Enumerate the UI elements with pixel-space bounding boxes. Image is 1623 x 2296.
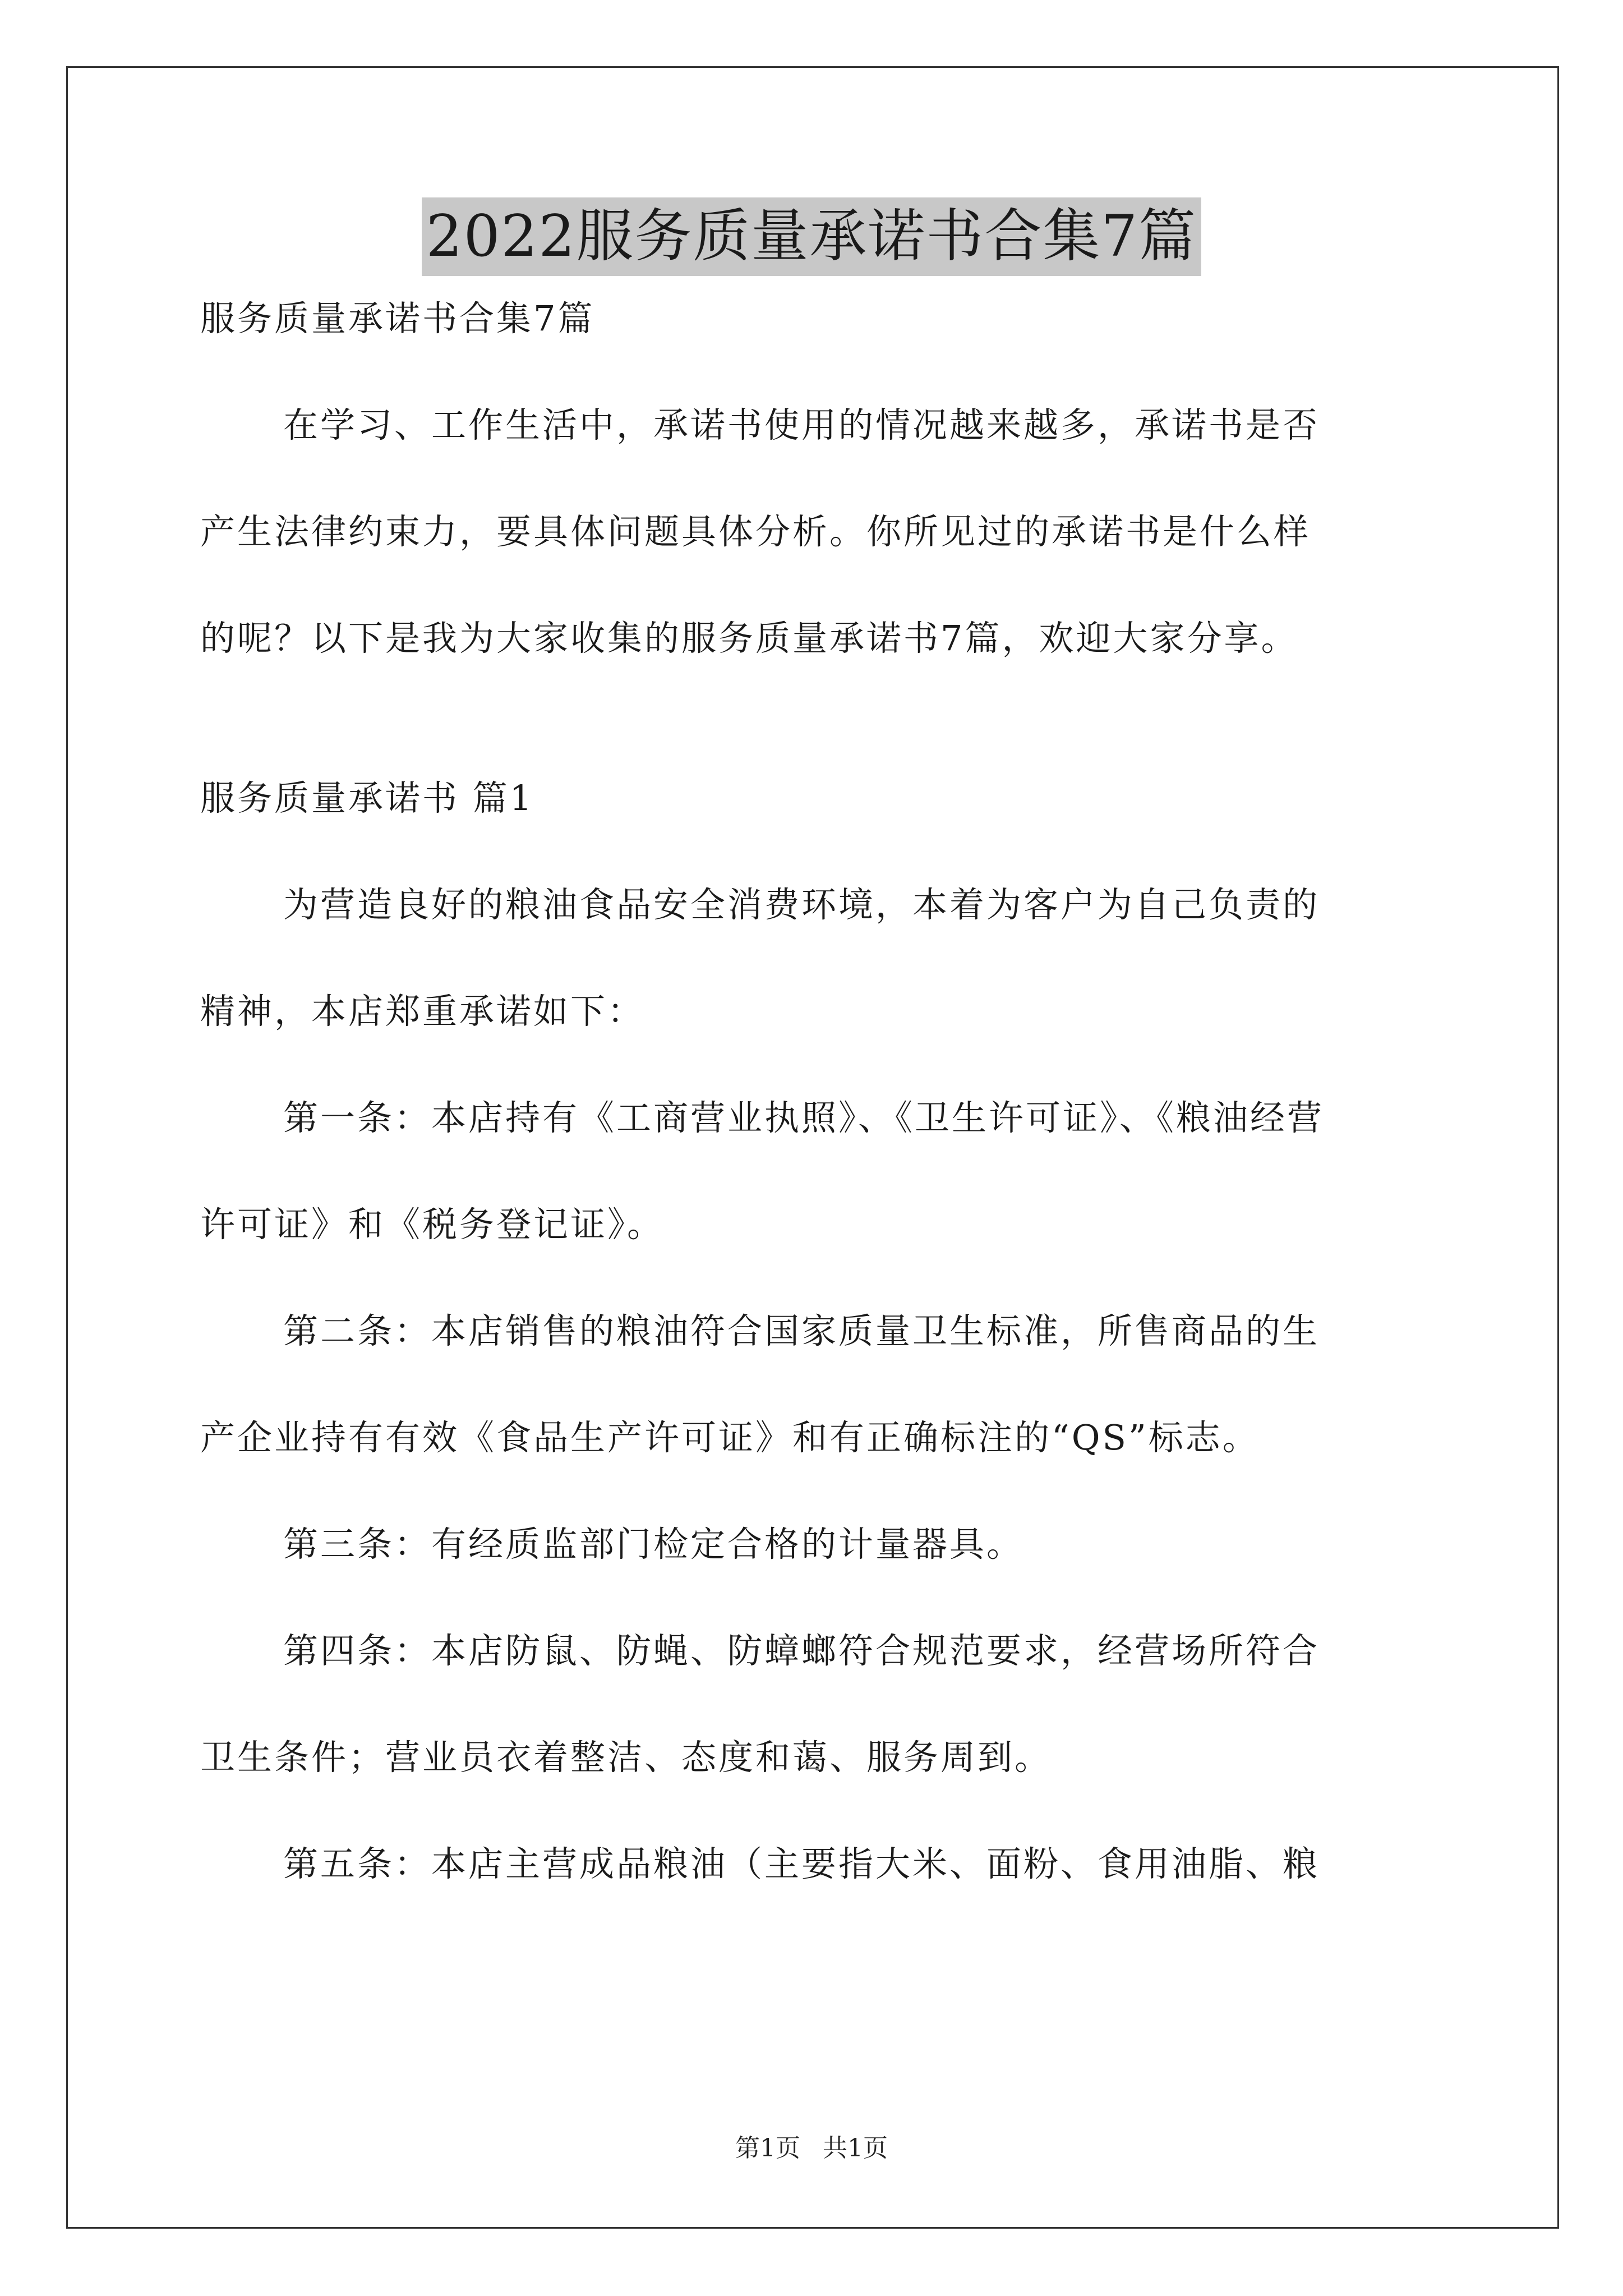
page-footer — [0, 2132, 1623, 2165]
section-paragraph-line: 为营造良好的粮油食品安全消费环境，本着为客户为自己负责的 — [283, 884, 1320, 925]
article-two-line: 第二条：本店销售的粮油符合国家质量卫生标准，所售商品的生 — [283, 1310, 1320, 1351]
document-subtitle: 服务质量承诺书合集7篇 — [200, 298, 595, 339]
intro-paragraph-line: 在学习、工作生活中，承诺书使用的情况越来越多，承诺书是否 — [283, 404, 1320, 445]
article-four-line: 卫生条件；营业员衣着整洁、态度和蔼、服务周到。 — [200, 1737, 1052, 1778]
article-five-line: 第五条：本店主营成品粮油（主要指大米、面粉、食用油脂、粮 — [283, 1843, 1320, 1884]
page-total: 共1页 — [823, 2134, 888, 2162]
document-body — [200, 292, 1423, 1890]
article-three-line: 第三条：有经质监部门检定合格的计量器具。 — [283, 1524, 1024, 1565]
intro-paragraph-line: 的呢？以下是我为大家收集的服务质量承诺书7篇，欢迎大家分享。 — [200, 618, 1298, 659]
section-heading: 服务质量承诺书 篇1 — [200, 777, 534, 818]
intro-paragraph-line: 产生法律约束力，要具体问题具体分析。你所见过的承诺书是什么样 — [200, 511, 1311, 552]
section-paragraph-line: 精神，本店郑重承诺如下： — [200, 991, 645, 1032]
article-two-line: 产企业持有有效《食品生产许可证》和有正确标注的“QS”标志。 — [200, 1417, 1260, 1458]
page-number: 第1页 — [735, 2134, 800, 2162]
article-one-line: 许可证》和《税务登记证》。 — [200, 1204, 665, 1245]
document-title: 2022服务质量承诺书合集7篇 — [422, 197, 1201, 276]
article-four-line: 第四条：本店防鼠、防蝇、防蟑螂符合规范要求，经营场所符合 — [283, 1630, 1320, 1671]
title-container — [0, 197, 1623, 276]
article-one-line: 第一条：本店持有《工商营业执照》、《卫生许可证》、《粮油经营 — [283, 1097, 1325, 1138]
